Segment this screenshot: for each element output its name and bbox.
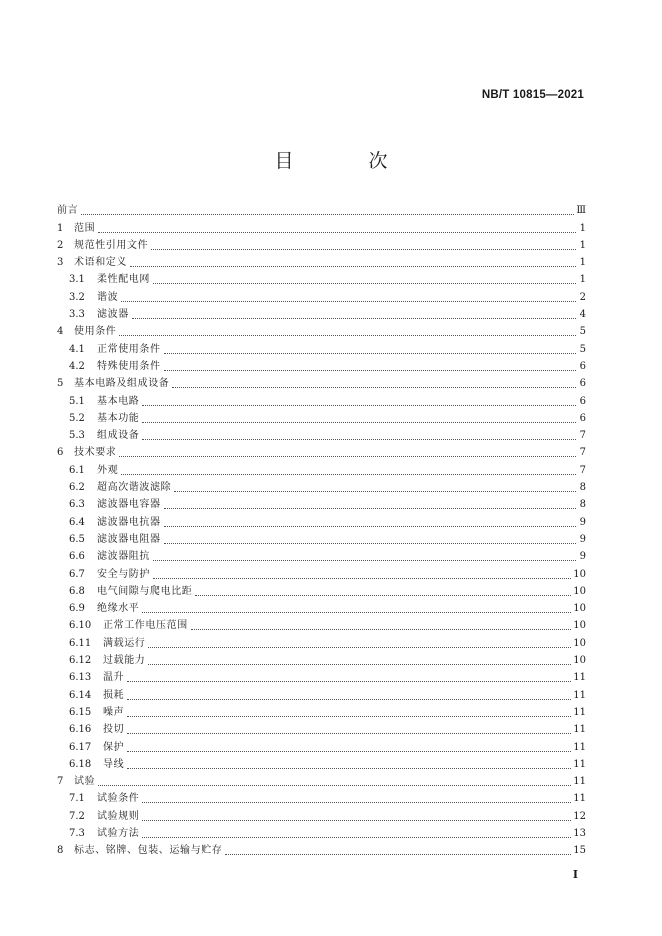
toc-entry-page: 1 bbox=[579, 239, 586, 251]
toc-entry[interactable] bbox=[57, 338, 586, 355]
dot-leader bbox=[153, 568, 571, 579]
table-of-contents bbox=[57, 200, 586, 857]
toc-entry-label: 滤波器电阻器 bbox=[97, 533, 161, 545]
toc-entry-label: 标志、铭牌、包装、运输与贮存 bbox=[74, 845, 223, 857]
dot-leader bbox=[174, 481, 576, 492]
toc-entry[interactable] bbox=[57, 771, 586, 788]
toc-entry-number: 3.2 bbox=[69, 291, 85, 303]
dot-leader bbox=[127, 689, 571, 700]
toc-entry-number: 7.1 bbox=[69, 793, 85, 805]
toc-entry-number: 6.12 bbox=[69, 655, 92, 667]
dot-leader bbox=[142, 792, 571, 803]
toc-entry-label: 投切 bbox=[103, 724, 125, 736]
toc-entry-page: 1 bbox=[579, 222, 586, 234]
toc-entry-label: 试验条件 bbox=[97, 793, 140, 805]
toc-entry-number: 2 bbox=[57, 239, 64, 251]
toc-entry-number: 6.2 bbox=[69, 482, 85, 494]
dot-leader bbox=[119, 325, 576, 336]
toc-entry-page: 11 bbox=[573, 793, 586, 805]
dot-leader bbox=[153, 273, 576, 284]
toc-entry[interactable] bbox=[57, 442, 586, 459]
toc-entry-page: 11 bbox=[573, 776, 586, 788]
toc-entry[interactable] bbox=[57, 684, 586, 701]
toc-entry-page: 13 bbox=[573, 827, 586, 839]
dot-leader bbox=[151, 239, 576, 250]
toc-entry[interactable] bbox=[57, 788, 586, 805]
toc-entry[interactable] bbox=[57, 494, 586, 511]
toc-entry-number: 5.3 bbox=[69, 430, 85, 442]
page-number: I bbox=[572, 868, 578, 881]
toc-entry-page: 11 bbox=[573, 724, 586, 736]
toc-entry-number: 6.16 bbox=[69, 724, 92, 736]
toc-entry-page: 11 bbox=[573, 758, 586, 770]
toc-entry-page: 8 bbox=[579, 499, 586, 511]
dot-leader bbox=[195, 585, 571, 596]
toc-entry-page: 6 bbox=[579, 412, 586, 424]
toc-entry-label: 前言 bbox=[57, 205, 79, 217]
toc-entry-label: 谐波 bbox=[97, 291, 119, 303]
toc-entry-page: 6 bbox=[579, 378, 586, 390]
toc-entry-number: 6 bbox=[57, 447, 64, 459]
toc-entry[interactable] bbox=[57, 598, 586, 615]
toc-entry-label: 绝缘水平 bbox=[97, 603, 140, 615]
page-title: 目 次 bbox=[274, 150, 416, 172]
toc-entry-label: 组成设备 bbox=[97, 430, 140, 442]
toc-entry[interactable] bbox=[57, 563, 586, 580]
toc-entry[interactable] bbox=[57, 719, 586, 736]
toc-entry[interactable] bbox=[57, 667, 586, 684]
toc-entry-page: 6 bbox=[579, 360, 586, 372]
dot-leader bbox=[142, 395, 576, 406]
toc-entry-number: 6.9 bbox=[69, 603, 85, 615]
toc-entry-page: 10 bbox=[573, 655, 586, 667]
toc-entry-label: 噪声 bbox=[103, 706, 125, 718]
toc-entry-page: 11 bbox=[573, 689, 586, 701]
toc-entry-number: 6.3 bbox=[69, 499, 85, 511]
toc-entry-number: 6.15 bbox=[69, 706, 92, 718]
dot-leader bbox=[81, 204, 574, 215]
toc-entry-page: 6 bbox=[579, 395, 586, 407]
toc-entry[interactable] bbox=[57, 702, 586, 719]
toc-entry[interactable] bbox=[57, 304, 586, 321]
toc-entry[interactable] bbox=[57, 217, 586, 234]
toc-entry-label: 满载运行 bbox=[103, 637, 146, 649]
toc-entry-number: 5 bbox=[57, 378, 64, 390]
toc-entry-label: 滤波器 bbox=[97, 309, 129, 321]
dot-leader bbox=[130, 256, 576, 267]
dot-leader bbox=[127, 706, 571, 717]
dot-leader bbox=[164, 343, 576, 354]
toc-entry-number: 6.13 bbox=[69, 672, 92, 684]
toc-entry-label: 正常使用条件 bbox=[97, 343, 161, 355]
dot-leader bbox=[172, 377, 576, 388]
dot-leader bbox=[127, 723, 571, 734]
toc-entry-page: 5 bbox=[579, 343, 586, 355]
toc-entry-number: 6.11 bbox=[69, 637, 92, 649]
toc-entry[interactable] bbox=[57, 269, 586, 286]
toc-entry-number: 4.1 bbox=[69, 343, 85, 355]
toc-entry[interactable] bbox=[57, 736, 586, 753]
document-code: NB/T 10815—2021 bbox=[481, 89, 584, 101]
dot-leader bbox=[164, 533, 576, 544]
toc-entry-page: 5 bbox=[579, 326, 586, 338]
toc-entry-page: 15 bbox=[573, 845, 586, 857]
toc-entry-number: 4.2 bbox=[69, 360, 85, 372]
toc-entry-label: 过载能力 bbox=[103, 655, 146, 667]
toc-entry-label: 基本电路 bbox=[97, 395, 140, 407]
toc-entry-label: 基本功能 bbox=[97, 412, 140, 424]
dot-leader bbox=[127, 741, 571, 752]
dot-leader bbox=[121, 464, 576, 475]
toc-entry-page: 10 bbox=[573, 585, 586, 597]
dot-leader bbox=[127, 671, 571, 682]
toc-entry-number: 7 bbox=[57, 776, 64, 788]
toc-entry[interactable] bbox=[57, 511, 586, 528]
toc-entry-number: 8 bbox=[57, 845, 64, 857]
toc-entry-number: 5.2 bbox=[69, 412, 85, 424]
dot-leader bbox=[142, 810, 571, 821]
toc-entry[interactable] bbox=[57, 805, 586, 822]
toc-entry-label: 使用条件 bbox=[74, 326, 117, 338]
toc-entry-label: 导线 bbox=[103, 758, 125, 770]
toc-entry-number: 6.5 bbox=[69, 533, 85, 545]
toc-entry-page: 12 bbox=[573, 810, 586, 822]
toc-entry-number: 7.3 bbox=[69, 827, 85, 839]
dot-leader bbox=[191, 619, 571, 630]
toc-entry-label: 试验 bbox=[74, 776, 96, 788]
toc-entry[interactable] bbox=[57, 321, 586, 338]
toc-entry[interactable] bbox=[57, 477, 586, 494]
toc-entry[interactable] bbox=[57, 356, 586, 373]
toc-entry-number: 6.10 bbox=[69, 620, 92, 632]
toc-entry-page: 1 bbox=[579, 257, 586, 269]
toc-entry-page: 1 bbox=[579, 274, 586, 286]
toc-entry[interactable] bbox=[57, 754, 586, 771]
toc-entry-label: 滤波器阻抗 bbox=[97, 551, 150, 563]
toc-entry-page: Ⅲ bbox=[576, 205, 586, 217]
toc-entry-page: 9 bbox=[579, 516, 586, 528]
toc-entry-label: 特殊使用条件 bbox=[97, 360, 161, 372]
toc-entry[interactable] bbox=[57, 390, 586, 407]
toc-entry-page: 10 bbox=[573, 603, 586, 615]
dot-leader bbox=[142, 602, 571, 613]
toc-entry-number: 6.14 bbox=[69, 689, 92, 701]
dot-leader bbox=[164, 516, 576, 527]
toc-entry[interactable] bbox=[57, 425, 586, 442]
toc-entry-number: 3 bbox=[57, 257, 64, 269]
dot-leader bbox=[148, 637, 571, 648]
toc-entry-number: 6.17 bbox=[69, 741, 92, 753]
toc-entry[interactable] bbox=[57, 529, 586, 546]
toc-entry[interactable] bbox=[57, 546, 586, 563]
dot-leader bbox=[119, 446, 576, 457]
toc-entry-page: 11 bbox=[573, 672, 586, 684]
dot-leader bbox=[164, 360, 576, 371]
dot-leader bbox=[121, 291, 576, 302]
dot-leader bbox=[142, 412, 576, 423]
toc-entry-page: 10 bbox=[573, 620, 586, 632]
toc-entry-page: 7 bbox=[579, 430, 586, 442]
toc-entry[interactable] bbox=[57, 286, 586, 303]
toc-entry-number: 6.4 bbox=[69, 516, 85, 528]
toc-entry-label: 电气间隙与爬电比距 bbox=[97, 585, 193, 597]
toc-entry-label: 超高次谐波滤除 bbox=[97, 482, 172, 494]
toc-entry[interactable] bbox=[57, 581, 586, 598]
toc-entry[interactable] bbox=[57, 650, 586, 667]
toc-entry-page: 9 bbox=[579, 551, 586, 563]
toc-entry-label: 滤波器电抗器 bbox=[97, 516, 161, 528]
toc-entry-label: 试验规则 bbox=[97, 810, 140, 822]
toc-entry[interactable] bbox=[57, 373, 586, 390]
toc-entry-label: 术语和定义 bbox=[74, 257, 127, 269]
toc-entry[interactable] bbox=[57, 823, 586, 840]
toc-entry-page: 9 bbox=[579, 533, 586, 545]
toc-entry-label: 试验方法 bbox=[97, 827, 140, 839]
toc-entry-number: 3.1 bbox=[69, 274, 85, 286]
dot-leader bbox=[142, 827, 571, 838]
toc-entry-label: 规范性引用文件 bbox=[74, 239, 149, 251]
toc-entry-page: 11 bbox=[573, 741, 586, 753]
dot-leader bbox=[132, 308, 576, 319]
toc-entry-number: 7.2 bbox=[69, 810, 85, 822]
toc-entry-label: 范围 bbox=[74, 222, 96, 234]
toc-entry-page: 4 bbox=[579, 309, 586, 321]
toc-entry-number: 5.1 bbox=[69, 395, 85, 407]
toc-entry-page: 2 bbox=[579, 291, 586, 303]
toc-entry-label: 保护 bbox=[103, 741, 125, 753]
dot-leader bbox=[153, 550, 576, 561]
toc-entry-number: 6.8 bbox=[69, 585, 85, 597]
toc-entry-number: 3.3 bbox=[69, 309, 85, 321]
toc-entry-number: 6.6 bbox=[69, 551, 85, 563]
toc-entry-page: 8 bbox=[579, 482, 586, 494]
toc-entry-page: 11 bbox=[573, 706, 586, 718]
dot-leader bbox=[98, 775, 571, 786]
toc-entry-number: 6.1 bbox=[69, 464, 85, 476]
toc-entry[interactable] bbox=[57, 200, 586, 217]
toc-entry-number: 6.18 bbox=[69, 758, 92, 770]
toc-entry[interactable] bbox=[57, 459, 586, 476]
dot-leader bbox=[148, 654, 571, 665]
toc-entry-label: 损耗 bbox=[103, 689, 125, 701]
toc-entry-label: 基本电路及组成设备 bbox=[74, 378, 170, 390]
toc-entry-page: 7 bbox=[579, 464, 586, 476]
dot-leader bbox=[127, 758, 571, 769]
toc-entry-number: 1 bbox=[57, 222, 64, 234]
toc-entry[interactable] bbox=[57, 840, 586, 857]
dot-leader bbox=[98, 222, 576, 233]
toc-entry-label: 滤波器电容器 bbox=[97, 499, 161, 511]
toc-entry-label: 温升 bbox=[103, 672, 125, 684]
dot-leader bbox=[225, 844, 571, 855]
toc-entry-label: 安全与防护 bbox=[97, 568, 150, 580]
toc-entry-number: 6.7 bbox=[69, 568, 85, 580]
toc-entry-label: 技术要求 bbox=[74, 447, 117, 459]
toc-entry-page: 7 bbox=[579, 447, 586, 459]
toc-entry[interactable] bbox=[57, 252, 586, 269]
toc-entry[interactable] bbox=[57, 408, 586, 425]
toc-entry-label: 柔性配电网 bbox=[97, 274, 150, 286]
dot-leader bbox=[164, 498, 576, 509]
toc-entry-label: 外观 bbox=[97, 464, 119, 476]
dot-leader bbox=[142, 429, 576, 440]
toc-entry-page: 10 bbox=[573, 568, 586, 580]
toc-entry-label: 正常工作电压范围 bbox=[103, 620, 188, 632]
toc-entry[interactable] bbox=[57, 235, 586, 252]
toc-entry[interactable] bbox=[57, 632, 586, 649]
toc-entry[interactable] bbox=[57, 615, 586, 632]
toc-entry-page: 10 bbox=[573, 637, 586, 649]
toc-entry-number: 4 bbox=[57, 326, 64, 338]
